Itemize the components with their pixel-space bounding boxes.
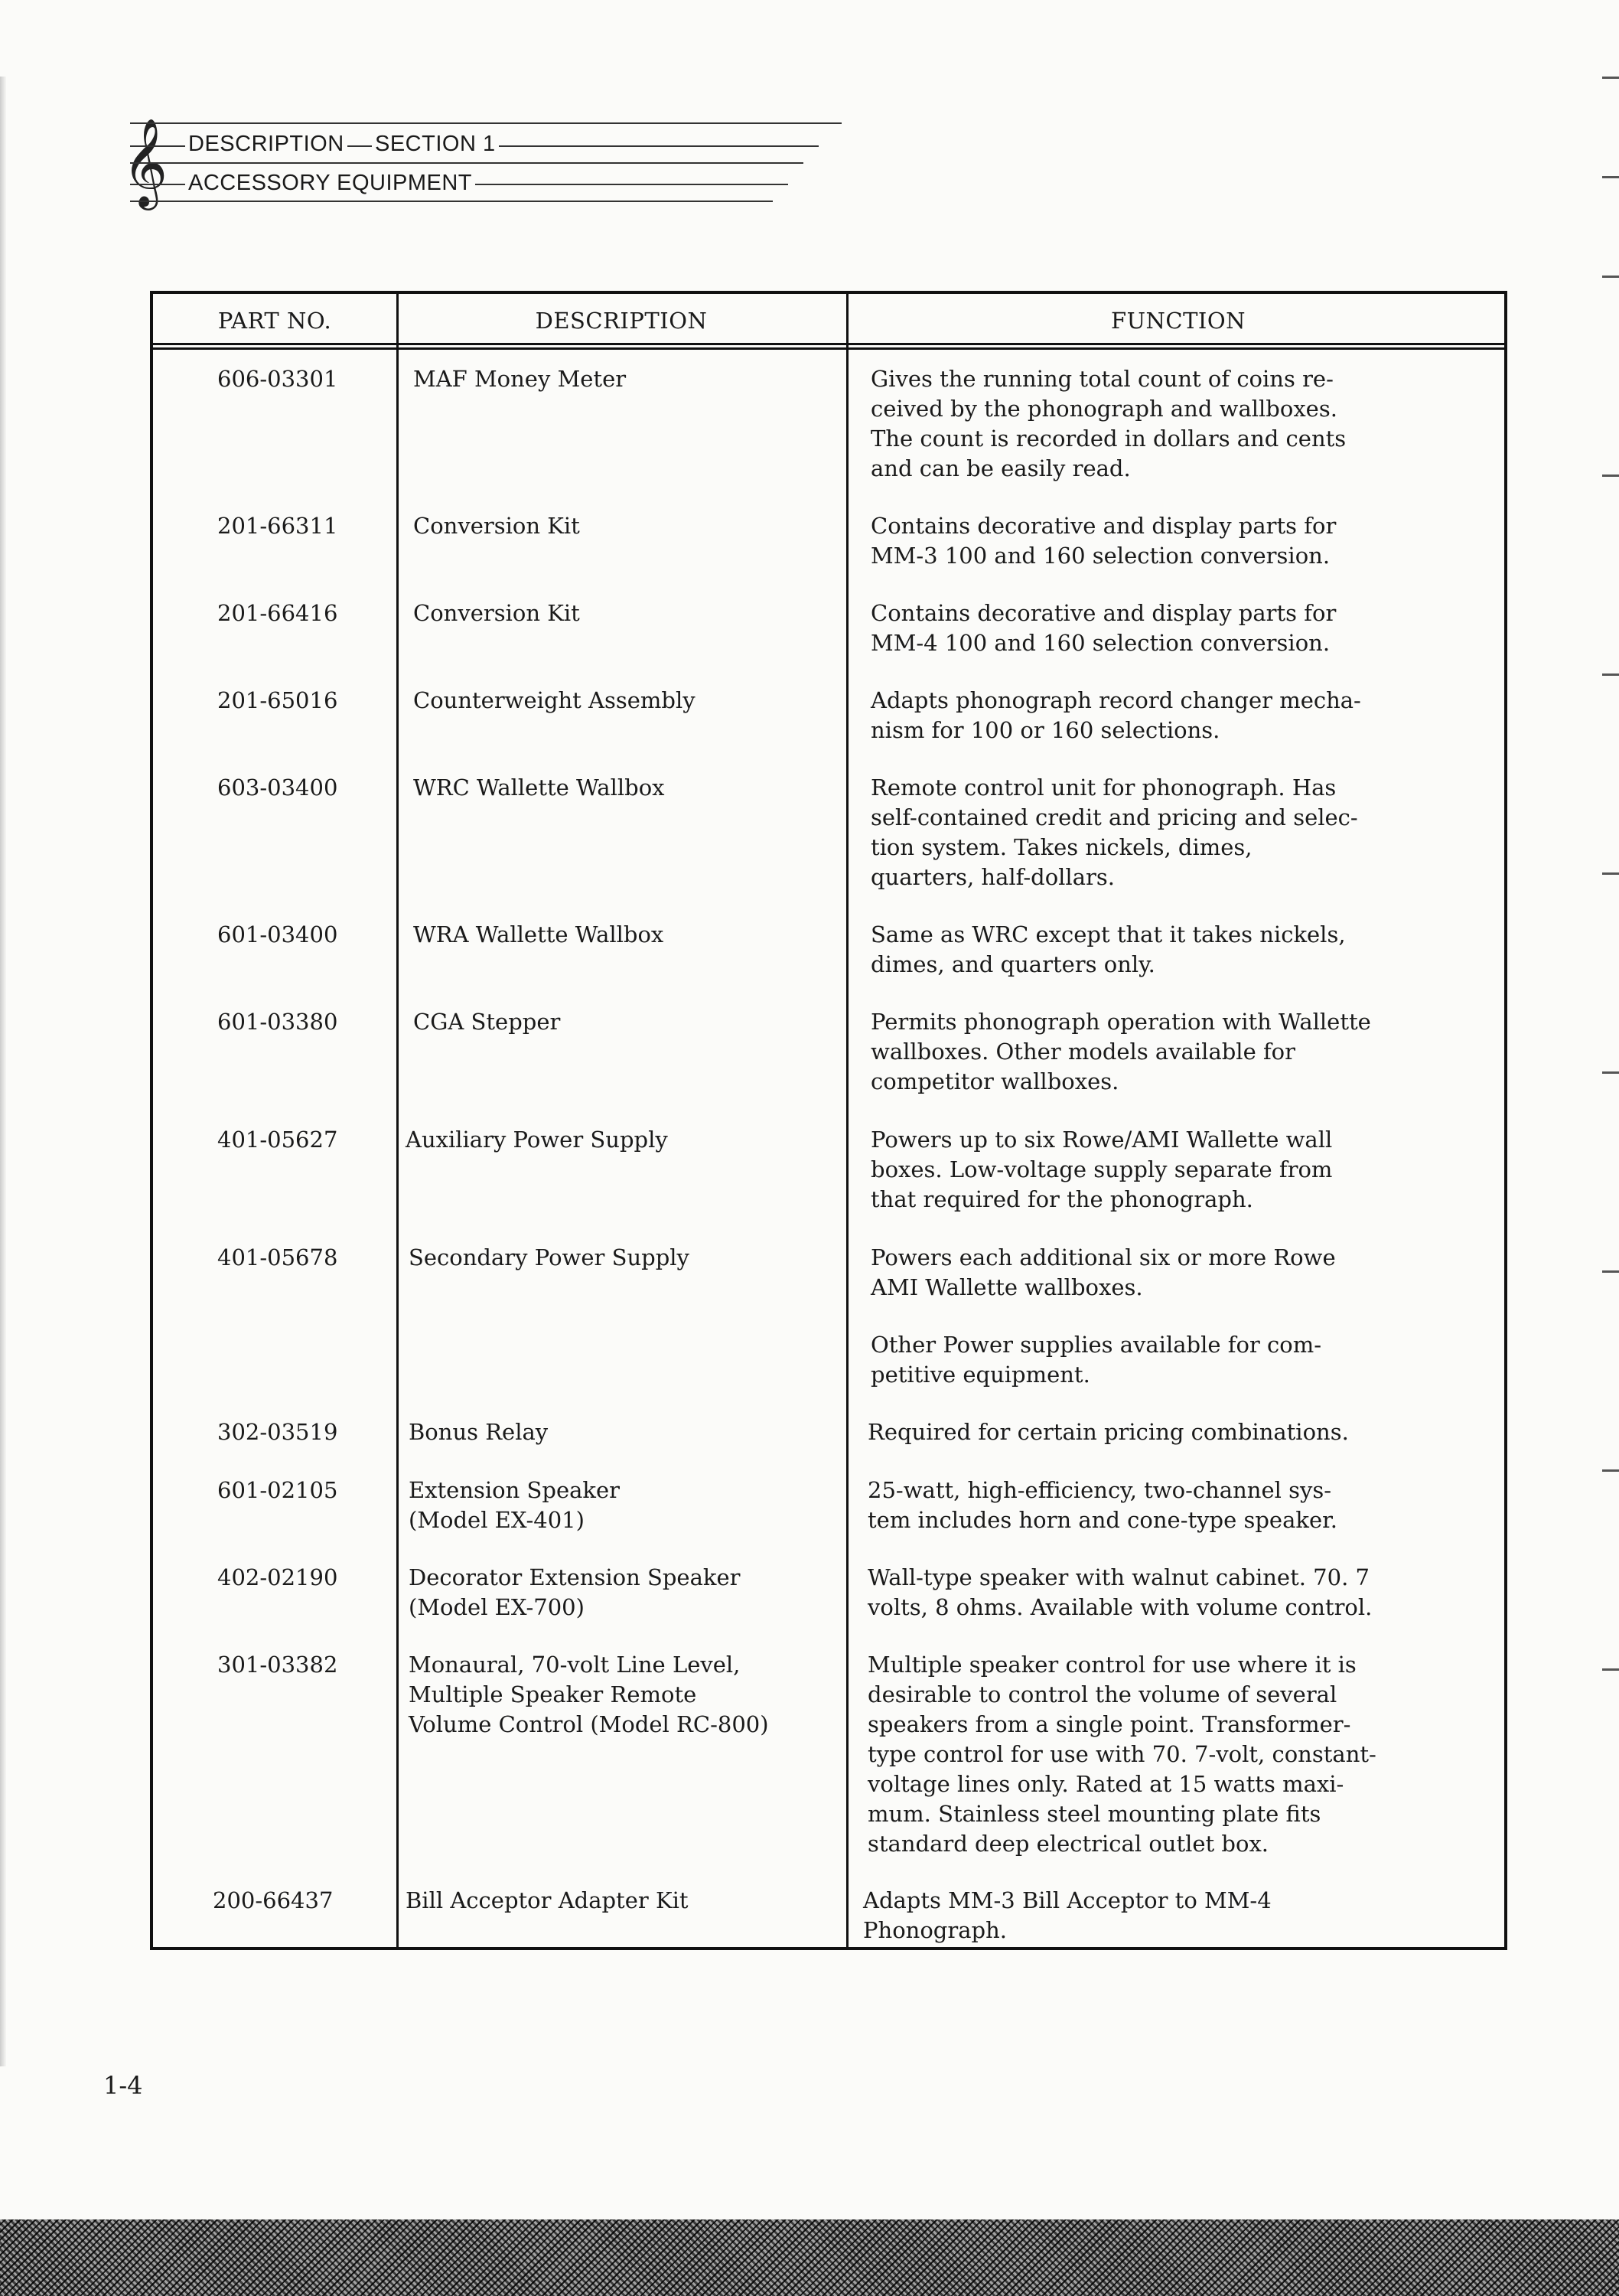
- header-rule: [153, 347, 1504, 350]
- header-rule: [153, 343, 1504, 345]
- table-row-function: Gives the running total count of coins re- ceived by the phonograph and wallboxes. The count is recorded in dollars and cents and can be easily read.: [871, 366, 1347, 481]
- table-row-part: 606-03301: [217, 366, 338, 392]
- table-row-description: CGA Stepper: [413, 1009, 561, 1035]
- table-row-function: Permits phonograph operation with Wallette wallboxes. Other models available for competitor wallboxes.: [871, 1009, 1371, 1094]
- tab-mark: [1602, 77, 1619, 79]
- table-row-description: Extension Speaker (Model EX-401): [409, 1477, 621, 1533]
- table-row-description: Decorator Extension Speaker (Model EX-700): [409, 1564, 741, 1620]
- table-row-part: 301-03382: [217, 1652, 338, 1678]
- header-accessory-label: ACCESSORY EQUIPMENT: [185, 171, 475, 196]
- tab-mark: [1602, 872, 1619, 875]
- table-row-function: Required for certain pricing combinations.: [868, 1419, 1349, 1445]
- table-row-function: Powers up to six Rowe/AMI Wallette wall boxes. Low-voltage supply separate from that required for the phonograph.: [871, 1127, 1333, 1212]
- header-description-label: DESCRIPTION: [185, 132, 347, 157]
- staff-line: [130, 122, 842, 124]
- column-header-part-no: PART NO.: [217, 308, 332, 334]
- table-row-function: Remote control unit for phonograph. Has self-contained credit and pricing and selec- tion system. Takes nickels, dimes, quarters, half-dollars.: [871, 775, 1358, 890]
- table-row-part: 200-66437: [213, 1887, 334, 1913]
- table-row-description: Auxiliary Power Supply: [406, 1127, 668, 1153]
- table-row-part: 201-66416: [217, 600, 338, 626]
- table-row-description: Conversion Kit: [413, 600, 580, 626]
- tab-mark: [1602, 1071, 1619, 1074]
- column-header-function: FUNCTION: [1110, 308, 1246, 334]
- table-row-function: Powers each additional six or more Rowe AMI Wallette wallboxes.: [871, 1244, 1336, 1300]
- table-row-function: Contains decorative and display parts for MM-3 100 and 160 selection conversion.: [871, 513, 1337, 569]
- table-row-function: 25-watt, high-efficiency, two-channel sys- tem includes horn and cone-type speaker.: [868, 1477, 1337, 1533]
- section-header: [122, 115, 842, 214]
- scan-noise-strip: [0, 2219, 1619, 2296]
- staff-line: [130, 201, 773, 202]
- table-row-function: Adapts MM-3 Bill Acceptor to MM-4 Phonograph.: [863, 1887, 1272, 1943]
- tab-mark: [1602, 673, 1619, 676]
- tab-mark: [1602, 1668, 1619, 1671]
- table-row-part: 603-03400: [217, 775, 338, 801]
- tab-mark: [1602, 176, 1619, 178]
- tab-mark: [1602, 475, 1619, 477]
- table-row-part: 401-05627: [217, 1127, 338, 1153]
- table-row-description: Counterweight Assembly: [413, 687, 695, 713]
- table-row-description: Bill Acceptor Adapter Kit: [406, 1887, 689, 1913]
- page-number: 1-4: [103, 2071, 143, 2100]
- table-row-description: WRC Wallette Wallbox: [413, 775, 665, 801]
- table-row-description: Bonus Relay: [409, 1419, 549, 1445]
- table-row-function: Other Power supplies available for com- petitive equipment.: [871, 1332, 1322, 1388]
- column-header-description: DESCRIPTION: [535, 308, 708, 334]
- table-row-function: Adapts phonograph record changer mecha- nism for 100 or 160 selections.: [871, 687, 1361, 743]
- table-row-function: Wall-type speaker with walnut cabinet. 70. 7 volts, 8 ohms. Available with volume control.: [868, 1564, 1373, 1620]
- tab-mark: [1602, 1270, 1619, 1273]
- tab-mark: [1602, 276, 1619, 278]
- table-row-description: MAF Money Meter: [413, 366, 627, 392]
- accessory-table: [150, 291, 1507, 1950]
- table-row-part: 402-02190: [217, 1564, 338, 1590]
- table-row-part: 201-65016: [217, 687, 338, 713]
- column-divider: [846, 294, 849, 1947]
- tab-mark: [1602, 1469, 1619, 1472]
- table-row-description: Secondary Power Supply: [409, 1244, 689, 1270]
- table-row-part: 401-05678: [217, 1244, 338, 1270]
- table-row-part: 601-02105: [217, 1477, 338, 1503]
- table-row-description: WRA Wallette Wallbox: [413, 921, 664, 947]
- table-row-part: 601-03400: [217, 921, 338, 947]
- header-section-label: SECTION 1: [372, 132, 499, 157]
- treble-clef-icon: 𝄞: [122, 117, 168, 207]
- table-row-part: 302-03519: [217, 1419, 338, 1445]
- table-row-function: Multiple speaker control for use where it is desirable to control the volume of several speakers from a single point. Transformer- type control for use with 70. 7-volt, constant- voltage lines only. Rated at 15 watts maxi- mum. Stainless steel mounting plate fits standard deep electrical outlet box.: [868, 1652, 1376, 1857]
- page-tab-marks: [1601, 46, 1619, 1959]
- table-row-part: 601-03380: [217, 1009, 338, 1035]
- staff-line: [130, 162, 803, 164]
- table-row-part: 201-66311: [217, 513, 338, 539]
- page-edge-shadow: [0, 77, 6, 2066]
- table-row-function: Contains decorative and display parts for MM-4 100 and 160 selection conversion.: [871, 600, 1337, 656]
- table-row-description: Monaural, 70-volt Line Level, Multiple Speaker Remote Volume Control (Model RC-800): [409, 1652, 769, 1737]
- table-row-function: Same as WRC except that it takes nickels, dimes, and quarters only.: [871, 921, 1346, 977]
- table-row-description: Conversion Kit: [413, 513, 580, 539]
- column-divider: [396, 294, 399, 1947]
